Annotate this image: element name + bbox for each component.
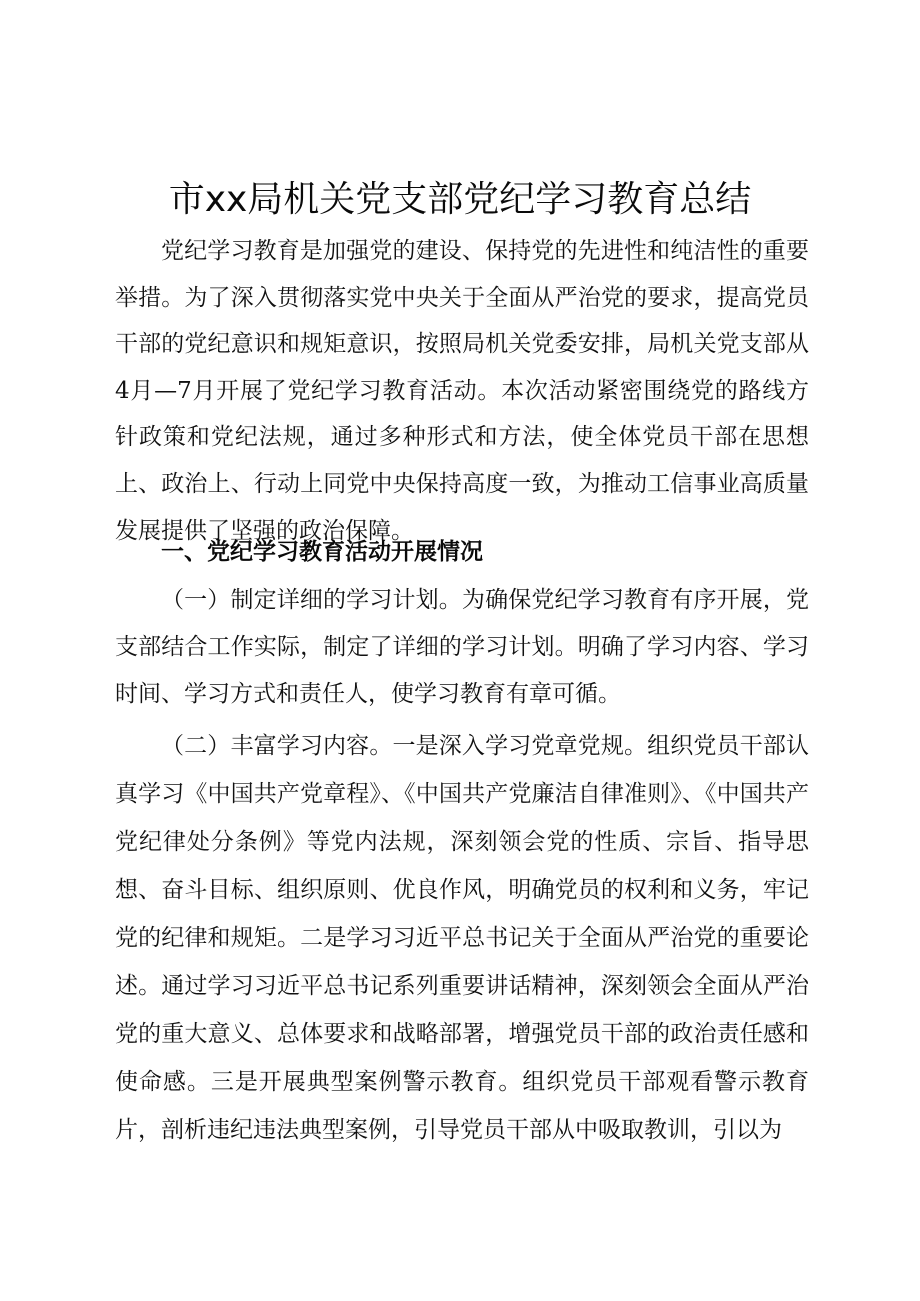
- paragraph-item-2: （二）丰富学习内容。一是深入学习党章党规。组织党员干部认真学习《中国共产党章程》、《中国共产党廉洁自律准则》、《中国共产党纪律处分条例》等党内法规，深刻领会党的性质、宗旨、指导思想、奋斗目标、组织原则、优良作风，明确党员的权利和义务，牢记党的纪律和规矩。二是学习习近平总书记关于全面从严治党的重要论述。通过学习习近平总书记系列重要讲话精神，深刻领会全面从严治党的重大意义、总体要求和战略部署，增强党员干部的政治责任感和使命感。三是开展典型案例警示教育。组织党员干部观看警示教育片，剖析违纪违法典型案例，引导党员干部从中吸取教训，引以为: [115, 733, 809, 1143]
- intro-paragraph: 党纪学习教育是加强党的建设、保持党的先进性和纯洁性的重要举措。为了深入贯彻落实党中央关于全面从严治党的要求，提高党员干部的党纪意识和规矩意识，按照局机关党委安排，局机关党支部从4月—7月开展了党纪学习教育活动。本次活动紧密围绕党的路线方针政策和党纪法规，通过多种形式和方法，使全体党员干部在思想上、政治上、行动上同党中央保持高度一致，为推动工信事业高质量发展提供了坚强的政治保障。: [115, 238, 809, 544]
- section-heading: 一、党纪学习教育活动开展情况: [161, 539, 483, 565]
- document-title: 市xx局机关党支部党纪学习教育总结: [168, 179, 752, 220]
- paragraph-item-1: （一）制定详细的学习计划。为确保党纪学习教育有序开展，党支部结合工作实际，制定了详细的学习计划。明确了学习内容、学习时间、学习方式和责任人，使学习教育有章可循。: [115, 587, 809, 707]
